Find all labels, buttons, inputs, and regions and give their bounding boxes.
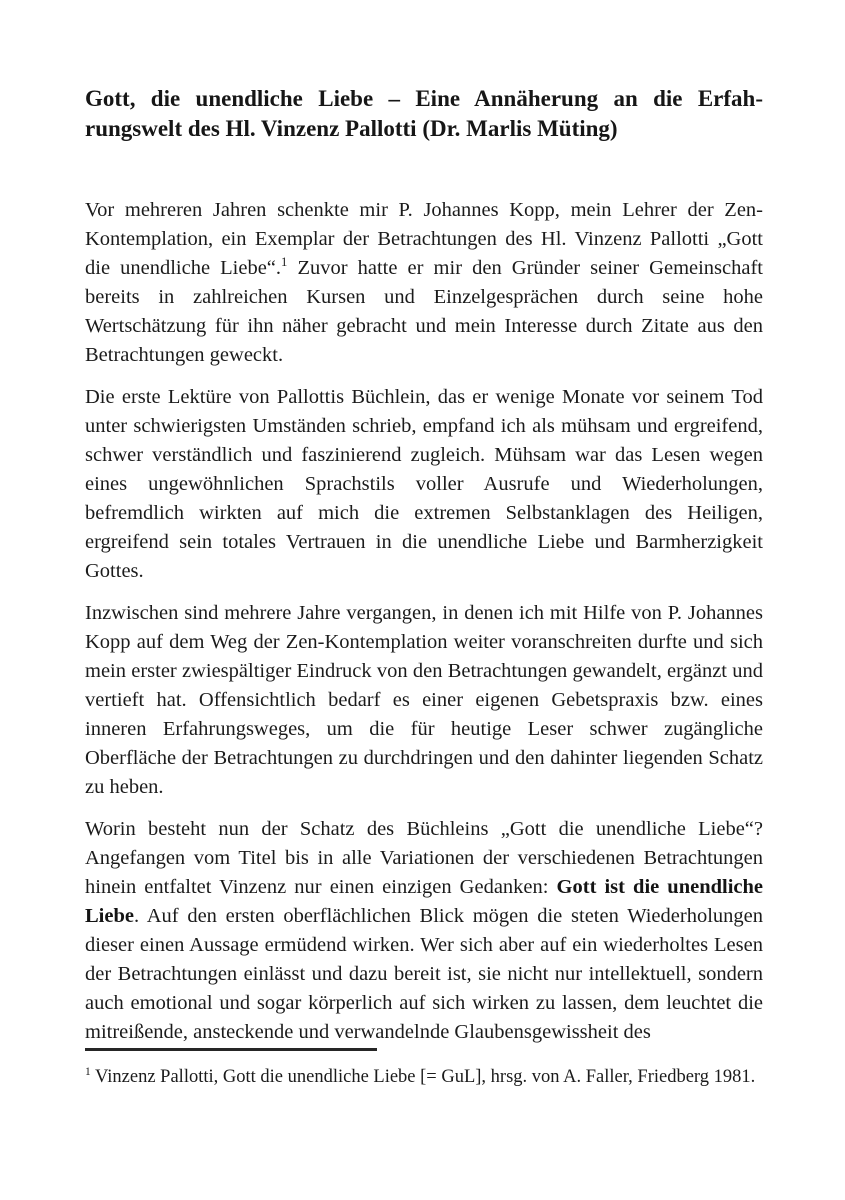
footnote-ref-marker: 1 — [281, 255, 288, 270]
text-block — [85, 84, 763, 1060]
body-paragraph-4 — [85, 815, 763, 1047]
paragraph-text: Vor mehreren Jahren schenkte mir P. Johannes Kopp, mein Lehrer der Zen-Kontemplation, ein Exemplar der Betrachtungen des Hl. Vinzenz Pallotti „Gott die unendliche Liebe“. — [85, 199, 763, 279]
footnote-separator — [85, 1048, 377, 1051]
footnote-text: Vinzenz Pallotti, Gott die unendliche Liebe [= GuL], hrsg. von A. Faller, Friedberg 1981. — [95, 1067, 756, 1087]
bold-key-sentence: Gott ist die unendliche Liebe — [85, 876, 763, 927]
paragraph-text: . Auf den ersten oberflächlichen Blick mögen die steten Wiederholungen dieser einen Aussage ermüdend wirken. Wer sich aber auf ein wiederholtes Lesen der Betrachtungen einlässt und dazu bereit ist, sie nicht nur intellektuell, sondern auch emotional und sogar körperlich auf sich wirken zu lassen, dem leuchtet die mitreißende, ansteckende und verwandelnde Glaubensgewissheit des — [85, 905, 763, 1043]
footnote — [85, 1063, 763, 1091]
page-title: Gott, die unendliche Liebe – Eine Annäherung an die Erfahrungswelt des Hl. Vinzenz Pallotti (Dr. Marlis Müting) — [85, 86, 763, 141]
footnote-area — [85, 1048, 763, 1091]
paragraph-text: Zuvor hatte er mir den Gründer seiner Gemeinschaft bereits in zahlreichen Kursen und Einzelgesprächen durch seine hohe Wertschätzung für ihn näher gebracht und mein Interesse durch Zitate aus den Betrachtungen geweckt. — [85, 257, 764, 366]
body-paragraph-1 — [85, 196, 763, 370]
body-paragraph-2: Die erste Lektüre von Pallottis Büchlein, das er wenige Monate vor seinem Tod unter schwierigsten Umständen schrieb, empfand ich als mühsam und ergreifend, schwer verständlich und faszinierend zugleich. Mühsam war das Lesen wegen eines ungewöhnlichen Sprachstils voller Ausrufe und Wiederholungen, befremdlich wirkten auf mich die extremen Selbstanklagen des Heiligen, ergreifend sein totales Vertrauen in die unendliche Liebe und Barmherzigkeit Gottes. — [85, 386, 763, 582]
footnote-number: 1 — [85, 1065, 91, 1078]
paragraph-text: Worin besteht nun der Schatz des Büchleins „Gott die unendliche Liebe“? Angefangen vom Titel bis in alle Variationen der verschiedenen Betrachtungen hinein entfaltet Vinzenz nur einen einzigen Gedanken: — [85, 818, 763, 898]
body-paragraph-3: Inzwischen sind mehrere Jahre vergangen, in denen ich mit Hilfe von P. Johannes Kopp auf dem Weg der Zen-Kontemplation weiter voranschreiten durfte und sich mein erster zwiespältiger Eindruck von den Betrachtungen gewandelt, ergänzt und vertieft hat. Offensichtlich bedarf es einer eigenen Gebetspraxis bzw. eines inneren Erfahrungsweges, um die für heutige Leser schwer zugängliche Oberfläche der Betrachtungen zu durchdringen und den dahinter liegenden Schatz zu heben. — [85, 602, 763, 798]
